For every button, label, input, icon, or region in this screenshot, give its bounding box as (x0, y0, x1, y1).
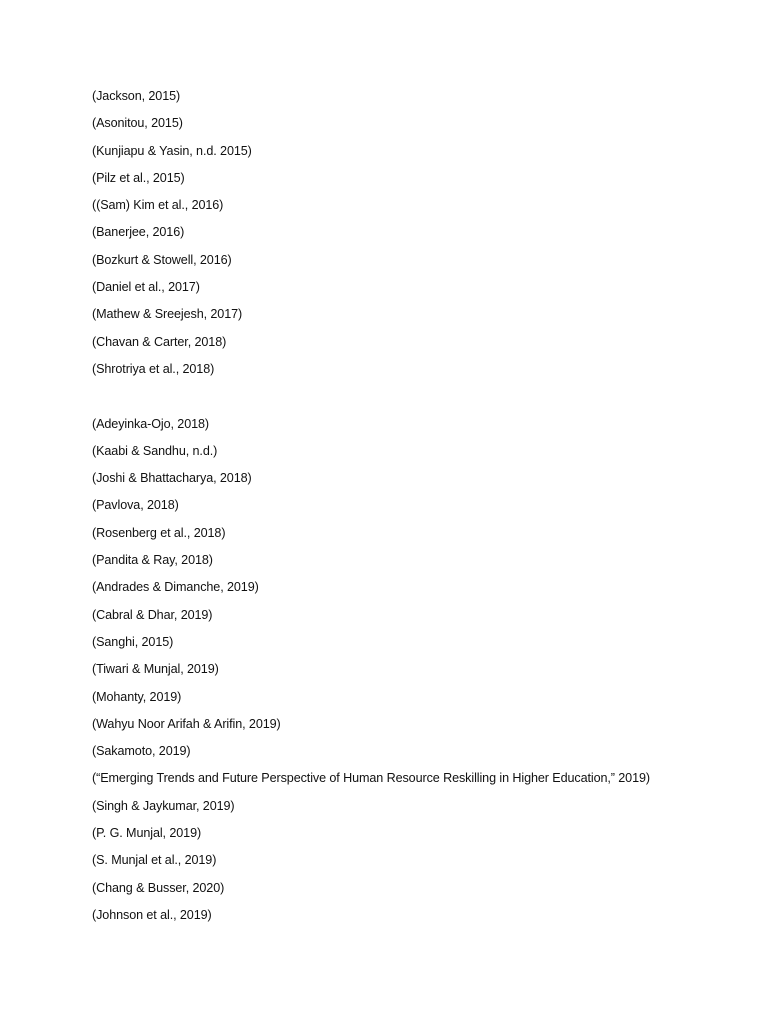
citation-item: (Pavlova, 2018) (92, 498, 179, 513)
citation-item: (Tiwari & Munjal, 2019) (92, 662, 219, 677)
citation-item: (Sakamoto, 2019) (92, 744, 191, 759)
citation-item: (Cabral & Dhar, 2019) (92, 607, 213, 622)
citation-item: (“Emerging Trends and Future Perspective of Human Resource Reskilling in Higher Education,” 2019) (92, 771, 650, 786)
citation-item: (Kunjiapu & Yasin, n.d. 2015) (92, 143, 252, 158)
citation-item: (Asonitou, 2015) (92, 116, 183, 131)
citation-item: (Chang & Busser, 2020) (92, 880, 225, 895)
citation-item: (Shrotriya et al., 2018) (92, 361, 215, 376)
citation-item: (Daniel et al., 2017) (92, 280, 200, 295)
citation-item: (Pandita & Ray, 2018) (92, 553, 213, 568)
citation-item: (Kaabi & Sandhu, n.d.) (92, 443, 218, 458)
citation-item: (P. G. Munjal, 2019) (92, 826, 202, 841)
citation-item: (Mohanty, 2019) (92, 689, 182, 704)
citation-item: (Johnson et al., 2019) (92, 907, 212, 922)
citation-item: (Jackson, 2015) (92, 89, 181, 103)
citation-item: (Mathew & Sreejesh, 2017) (92, 307, 243, 322)
citation-item: (Singh & Jaykumar, 2019) (92, 798, 235, 813)
citation-item: (Sanghi, 2015) (92, 634, 174, 649)
citation-item: ((Sam) Kim et al., 2016) (92, 198, 224, 213)
citation-item: (Rosenberg et al., 2018) (92, 525, 226, 540)
citation-item: (Wahyu Noor Arifah & Arifin, 2019) (92, 716, 281, 731)
citation-item: (Pilz et al., 2015) (92, 170, 185, 185)
citation-item: (Bozkurt & Stowell, 2016) (92, 252, 232, 267)
citation-item: (S. Munjal et al., 2019) (92, 853, 217, 868)
citation-list (92, 86, 650, 932)
citation-item: (Adeyinka-Ojo, 2018) (92, 416, 210, 431)
citation-item: (Andrades & Dimanche, 2019) (92, 580, 259, 595)
citation-item: (Banerjee, 2016) (92, 225, 185, 240)
citation-item: (Chavan & Carter, 2018) (92, 334, 227, 349)
citation-item: (Joshi & Bhattacharya, 2018) (92, 471, 252, 486)
